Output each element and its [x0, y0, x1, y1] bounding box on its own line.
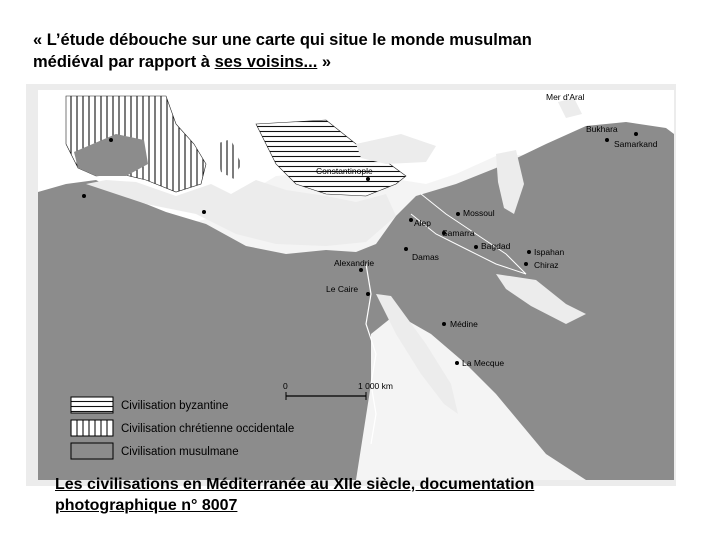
city-dot [634, 132, 638, 136]
city-dot [359, 268, 363, 272]
label-le-caire: Le Caire [326, 284, 359, 294]
legend-swatch-muslim [71, 443, 113, 459]
city-dot [442, 322, 446, 326]
map-image [26, 84, 676, 486]
label-aral: Mer d'Aral [546, 92, 585, 102]
city-dot [82, 194, 86, 198]
scale-zero: 0 [283, 381, 288, 391]
heading [33, 29, 673, 73]
city-dot [409, 218, 413, 222]
caption-line-1: Les civilisations en Méditerranée au XIIe siècle, documentation [55, 476, 535, 493]
label-medine: Médine [450, 319, 478, 329]
legend-swatch-byzantine [71, 397, 113, 413]
legend-label-western: Civilisation chrétienne occidentale [121, 423, 295, 435]
city-dot [605, 138, 609, 142]
city-dot [109, 138, 113, 142]
scale-distance: 1 000 km [358, 381, 393, 391]
city-dot [366, 292, 370, 296]
heading-line-2-prefix: médiéval par rapport à [33, 53, 215, 71]
label-alexandrie: Alexandrie [334, 258, 375, 268]
label-chiraz: Chiraz [534, 260, 559, 270]
label-samarkand: Samarkand [614, 139, 658, 149]
legend-label-byzantine: Civilisation byzantine [121, 400, 229, 412]
label-constantinople: Constantinople [316, 166, 373, 176]
city-dot [455, 361, 459, 365]
legend-swatch-western [71, 420, 113, 436]
label-mossoul: Mossoul [463, 208, 495, 218]
caption [55, 474, 615, 516]
label-bagdad: Bagdad [481, 241, 511, 251]
label-alep: Alep [414, 218, 432, 228]
label-ispahan: Ispahan [534, 247, 565, 257]
city-dot [456, 212, 460, 216]
heading-line-2-suffix: » [317, 53, 332, 71]
neighbors-link[interactable]: ses voisins... [214, 53, 318, 71]
city-dot [202, 210, 206, 214]
caption-line-2: photographique n° 8007 [55, 497, 238, 514]
city-dot [366, 177, 370, 181]
label-bukhara: Bukhara [586, 124, 618, 134]
label-la-mecque: La Mecque [462, 358, 505, 368]
legend-label-muslim: Civilisation musulmane [121, 446, 239, 458]
heading-line-1: « L’étude débouche sur une carte qui situe le monde musulman [33, 31, 532, 49]
city-dot [474, 245, 478, 249]
city-dot [527, 250, 531, 254]
city-dot [524, 262, 528, 266]
label-damas: Damas [412, 252, 439, 262]
map-svg [26, 84, 676, 486]
heading-line-2 [33, 51, 673, 73]
label-samarra: Samarra [442, 228, 475, 238]
city-dot [404, 247, 408, 251]
